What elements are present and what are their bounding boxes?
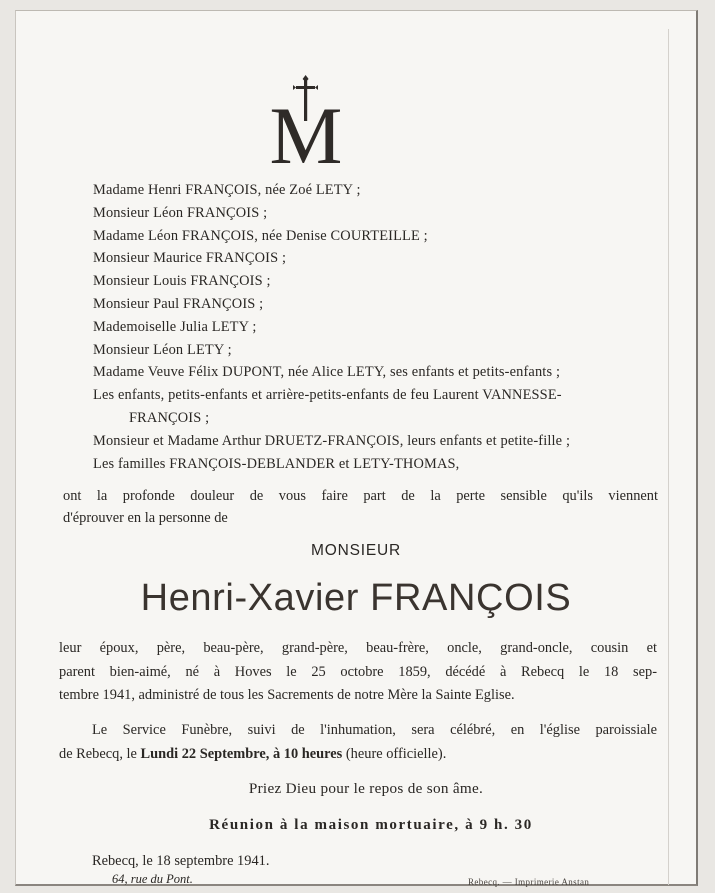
family-line: Monsieur Paul FRANÇOIS ;: [93, 295, 264, 312]
family-line: Les familles FRANÇOIS-DEBLANDER et LETY-THOMAS,: [93, 455, 460, 472]
service-text: de Rebecq, le: [59, 745, 141, 762]
family-line: Madame Léon FRANÇOIS, née Denise COURTEILLE ;: [93, 227, 428, 244]
service-line: [59, 746, 446, 762]
family-line: Monsieur et Madame Arthur DRUETZ-FRANÇOIS, leurs enfants et petite-fille ;: [93, 432, 571, 449]
family-line: Les enfants, petits-enfants et arrière-petits-enfants de feu Laurent VANNESSE-: [93, 387, 562, 404]
details-line: parent bien-aimé, né à Hoves le 25 octobre 1859, décédé à Rebecq le 18 sep-: [59, 663, 657, 680]
family-line: Monsieur Louis FRANÇOIS ;: [93, 273, 271, 290]
address: 64, rue du Pont.: [112, 872, 193, 886]
announcement-line: d'éprouver en la personne de: [63, 510, 228, 526]
place-date: Rebecq, le 18 septembre 1941.: [92, 853, 270, 869]
monogram-letter: M: [269, 90, 343, 167]
printer-credit: Rebecq. — Imprimerie Anstan: [468, 877, 590, 887]
obituary-card: [15, 10, 698, 886]
details-line: leur époux, père, beau-père, grand-père, beau-frère, oncle, grand-oncle, cousin et: [59, 640, 657, 656]
announcement-line: ont la profonde douleur de vous faire part de la perte sensible qu'ils viennent: [63, 488, 658, 504]
cross-monogram-icon: [262, 75, 350, 167]
prayer-line: Priez Dieu pour le repos de son âme.: [248, 780, 484, 797]
deceased-honorific: MONSIEUR: [311, 542, 401, 559]
service-line: Le Service Funèbre, suivi de l'inhumation, sera célébré, en l'église paroissiale: [92, 722, 657, 738]
family-line: Madame Veuve Félix DUPONT, née Alice LETY, ses enfants et petits-enfants ;: [93, 364, 561, 381]
family-line: Madame Henri FRANÇOIS, née Zoé LETY ;: [93, 182, 361, 198]
service-text: (heure officielle).: [342, 745, 447, 762]
family-line: Monsieur Léon FRANÇOIS ;: [93, 204, 268, 221]
deceased-name: Henri-Xavier FRANÇOIS: [140, 577, 572, 619]
family-line: Mademoiselle Julia LETY ;: [93, 318, 257, 335]
family-line: Monsieur Léon LETY ;: [93, 341, 232, 358]
deceased-details: [59, 637, 657, 708]
family-list: [93, 179, 683, 475]
family-line: Monsieur Maurice FRANÇOIS ;: [93, 250, 287, 267]
service-datetime: Lundi 22 Septembre, à 10 heures: [140, 745, 343, 762]
funeral-service: [59, 719, 657, 766]
reunion-line: Réunion à la maison mortuaire, à 9 h. 30: [209, 817, 533, 833]
details-line: tembre 1941, administré de tous les Sacrements de notre Mère la Sainte Eglise.: [59, 687, 515, 703]
family-line: FRANÇOIS ;: [129, 409, 210, 426]
announcement: [63, 485, 658, 529]
